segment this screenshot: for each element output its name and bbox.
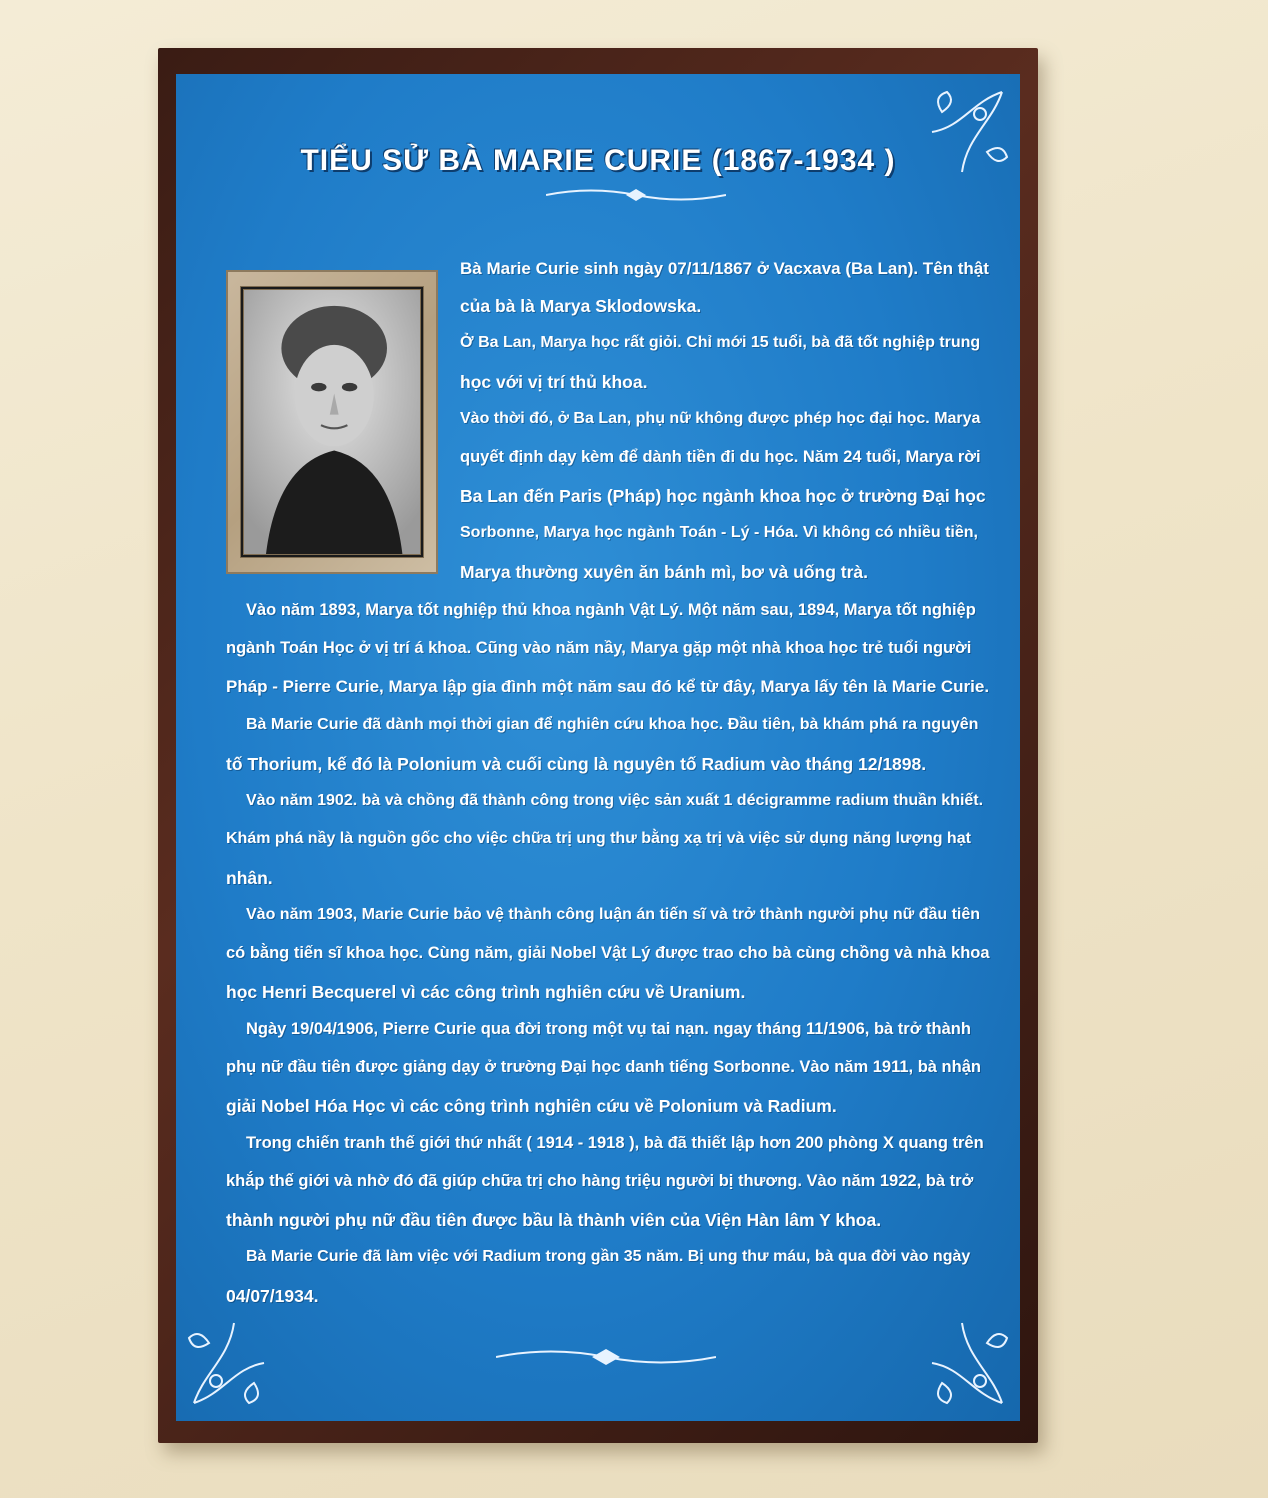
text-line: học Henri Becquerel vì các công trình nghiên cứu về Uranium. (226, 982, 746, 1002)
text-line: Bà Marie Curie đã dành mọi thời gian để nghiên cứu khoa học. Đầu tiên, bà khám phá ra nguyên (246, 716, 979, 733)
biography-panel (176, 74, 1020, 1421)
text-line: phụ nữ đầu tiên được giảng dạy ở trường Đại học danh tiếng Sorbonne. Vào năm 1911, bà nhận (226, 1058, 981, 1076)
text-line: học với vị trí thủ khoa. (460, 372, 648, 392)
bottom-left-floral-ornament-icon (184, 1303, 294, 1413)
text-line: Trong chiến tranh thế giới thứ nhất ( 1914 - 1918 ), bà đã thiết lập hơn 200 phòng X quang trên (246, 1134, 984, 1152)
picture-frame (158, 48, 1038, 1443)
bottom-right-floral-ornament-icon (902, 1303, 1012, 1413)
text-line: Ba Lan đến Paris (Pháp) học ngành khoa học ở trường Đại học (460, 486, 986, 506)
text-line: Pháp - Pierre Curie, Marya lập gia đình một năm sau đó kể từ đây, Marya lấy tên là Marie Curie. (226, 677, 990, 696)
text-line: Sorbonne, Marya học ngành Toán - Lý - Hóa. Vì không có nhiều tiền, (460, 524, 978, 541)
text-line: ngành Toán Học ở vị trí á khoa. Cũng vào năm nầy, Marya gặp một nhà khoa học trẻ tuổi người (226, 639, 972, 657)
text-line: thành người phụ nữ đầu tiên được bầu là thành viên của Viện Hàn lâm Y khoa. (226, 1210, 882, 1230)
text-line: giải Nobel Hóa Học vì các công trình nghiên cứu về Polonium và Radium. (226, 1096, 837, 1116)
text-line: tố Thorium, kế đó là Polonium và cuối cùng là nguyên tố Radium vào tháng 12/1898. (226, 754, 927, 774)
text-line: Vào năm 1893, Marya tốt nghiệp thủ khoa ngành Vật Lý. Một năm sau, 1894, Marya tốt nghiệp (246, 601, 976, 619)
bottom-divider-ornament-icon (496, 1346, 716, 1368)
portrait-photo-icon (240, 286, 424, 558)
text-line: khắp thế giới và nhờ đó đã giúp chữa trị cho hàng triệu người bị thương. Vào năm 1922, bà trở (226, 1172, 974, 1190)
text-line: có bằng tiến sĩ khoa học. Cùng năm, giải Nobel Vật Lý được trao cho bà cùng chồng và nhà khoa (226, 944, 990, 962)
portrait-frame (226, 270, 438, 574)
text-line: Bà Marie Curie đã làm việc với Radium trong gần 35 năm. Bị ung thư máu, bà qua đời vào ngày (246, 1248, 971, 1265)
text-line: Vào năm 1903, Marie Curie bảo vệ thành công luận án tiến sĩ và trở thành người phụ nữ đầu tiên (246, 906, 981, 923)
text-line: Marya thường xuyên ăn bánh mì, bơ và uống trà. (460, 562, 869, 582)
text-line: của bà là Marya Sklodowska. (460, 296, 702, 316)
page-title: TIỂU SỬ BÀ MARIE CURIE (1867-1934 ) (300, 144, 896, 177)
text-line: Vào năm 1902. bà và chồng đã thành công trong việc sản xuất 1 décigramme radium thuần khiết. (246, 792, 984, 809)
text-line: Ngày 19/04/1906, Pierre Curie qua đời trong một vụ tai nạn. ngay tháng 11/1906, bà trở thành (246, 1020, 971, 1038)
text-line: quyết định dạy kèm để dành tiền đi du học. Năm 24 tuổi, Marya rời (460, 448, 981, 466)
text-line: nhân. (226, 868, 273, 888)
title-divider-ornament-icon (546, 186, 726, 204)
text-line: Vào thời đó, ở Ba Lan, phụ nữ không được phép học đại học. Marya (460, 410, 981, 427)
text-line: Khám phá nầy là nguồn gốc cho việc chữa trị ung thư bằng xạ trị và việc sử dụng năng lượng hạt (226, 830, 971, 847)
text-line: Bà Marie Curie sinh ngày 07/11/1867 ở Vacxava (Ba Lan). Tên thật (460, 259, 989, 278)
text-line: Ở Ba Lan, Marya học rất giỏi. Chỉ mới 15 tuổi, bà đã tốt nghiệp trung (460, 334, 981, 351)
text-line: 04/07/1934. (226, 1286, 319, 1306)
